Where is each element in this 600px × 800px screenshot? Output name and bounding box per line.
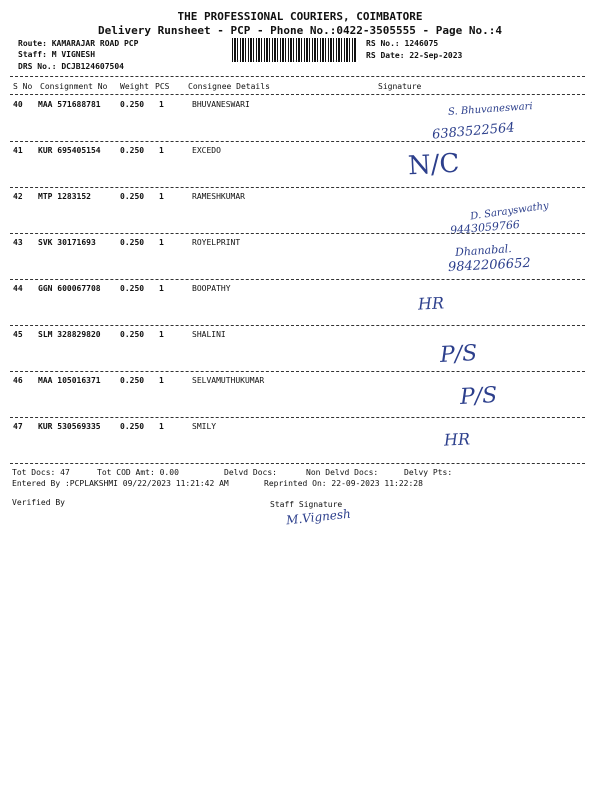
- row-consignee: SMILY: [192, 422, 217, 431]
- rs-number: RS No.: 1246075: [366, 39, 439, 48]
- row-weight: 0.250: [120, 284, 145, 293]
- row-signature-phone: 6383522564: [431, 120, 516, 143]
- staff-signature-label: Staff Signature: [270, 500, 343, 509]
- row-sno: 44: [13, 284, 23, 293]
- row-signature: P/S: [439, 341, 478, 368]
- barcode: [232, 38, 356, 62]
- reprinted-on: Reprinted On: 22-09-2023 11:22:28: [264, 479, 423, 488]
- row-sno: 43: [13, 238, 23, 247]
- row-weight: 0.250: [120, 238, 145, 247]
- table-row: [0, 96, 600, 142]
- verified-by: Verified By: [12, 498, 65, 507]
- row-weight: 0.250: [120, 422, 145, 431]
- row-signature: HR: [443, 429, 471, 450]
- row-pcs: 1: [159, 376, 164, 385]
- route-label: Route: KAMARAJAR ROAD PCP: [18, 39, 139, 48]
- row-consignment: KUR 695405154: [38, 146, 101, 155]
- table-row: [0, 234, 600, 280]
- delivered-docs: Delvd Docs:: [224, 468, 277, 477]
- row-sno: 40: [13, 100, 23, 109]
- row-consignment: GGN 600067708: [38, 284, 101, 293]
- staff-label: Staff: M VIGNESH: [18, 50, 96, 59]
- row-signature-phone: 9443059766: [449, 217, 521, 238]
- row-signature: P/S: [459, 383, 498, 410]
- row-sno: 45: [13, 330, 23, 339]
- row-consignment: MAA 105016371: [38, 376, 101, 385]
- row-divider: [10, 463, 585, 464]
- delivery-points: Delvy Pts:: [404, 468, 453, 477]
- row-consignee: EXCEDO: [192, 146, 221, 155]
- row-pcs: 1: [159, 146, 164, 155]
- row-signature: D. Sarayswathy: [469, 200, 550, 223]
- non-delivered-docs: Non Delvd Docs:: [306, 468, 379, 477]
- row-consignment: MTP 1283152: [38, 192, 91, 201]
- row-consignee: BHUVANESWARI: [192, 100, 250, 109]
- header-rule-bottom: [10, 94, 585, 95]
- row-pcs: 1: [159, 422, 164, 431]
- row-consignment: MAA 571688781: [38, 100, 101, 109]
- col-sno: S No: [13, 82, 33, 91]
- row-signature: HR: [417, 293, 445, 314]
- table-row: [0, 418, 600, 464]
- drs-number: DRS No.: DCJB124607504: [18, 62, 124, 71]
- runsheet-title: Delivery Runsheet - PCP - Phone No.:0422-3505555 - Page No.:4: [98, 24, 502, 37]
- rs-date: RS Date: 22-Sep-2023: [366, 51, 463, 60]
- row-signature: N/C: [407, 148, 461, 182]
- table-row: [0, 142, 600, 188]
- row-sno: 41: [13, 146, 23, 155]
- row-consignment: SVK 30171693: [38, 238, 96, 247]
- row-pcs: 1: [159, 192, 164, 201]
- col-consignment: Consignment No: [40, 82, 108, 91]
- header-rule-top: [10, 76, 585, 77]
- row-sno: 47: [13, 422, 23, 431]
- row-sno: 42: [13, 192, 23, 201]
- row-weight: 0.250: [120, 330, 145, 339]
- col-pcs: PCS: [155, 82, 170, 91]
- row-weight: 0.250: [120, 192, 145, 201]
- total-cod: Tot COD Amt: 0.00: [97, 468, 179, 477]
- table-row: [0, 326, 600, 372]
- row-consignee: RAMESHKUMAR: [192, 192, 245, 201]
- row-consignment: SLM 328829820: [38, 330, 101, 339]
- staff-signature: M.Vignesh: [285, 506, 352, 528]
- entered-by: Entered By :PCPLAKSHMI 09/22/2023 11:21:42 AM: [12, 479, 229, 488]
- table-row: [0, 280, 600, 326]
- row-pcs: 1: [159, 330, 164, 339]
- row-sno: 46: [13, 376, 23, 385]
- row-weight: 0.250: [120, 376, 145, 385]
- row-consignee: SELVAMUTHUKUMAR: [192, 376, 265, 385]
- col-signature: Signature: [378, 82, 422, 91]
- table-row: [0, 372, 600, 418]
- company-title: THE PROFESSIONAL COURIERS, COIMBATORE: [177, 10, 423, 23]
- row-consignee: BOOPATHY: [192, 284, 231, 293]
- row-pcs: 1: [159, 100, 164, 109]
- row-consignment: KUR 530569335: [38, 422, 101, 431]
- total-docs: Tot Docs: 47: [12, 468, 70, 477]
- row-consignee: SHALINI: [192, 330, 226, 339]
- row-weight: 0.250: [120, 100, 145, 109]
- row-pcs: 1: [159, 238, 164, 247]
- row-weight: 0.250: [120, 146, 145, 155]
- col-consignee: Consignee Details: [188, 82, 270, 91]
- row-consignee: ROYELPRINT: [192, 238, 241, 247]
- row-pcs: 1: [159, 284, 164, 293]
- row-signature: Dhanabal.: [454, 242, 513, 259]
- table-row: [0, 188, 600, 238]
- col-weight: Weight: [120, 82, 149, 91]
- row-signature-phone: 9842206652: [447, 255, 532, 276]
- row-signature: S. Bhuvaneswari: [447, 101, 533, 118]
